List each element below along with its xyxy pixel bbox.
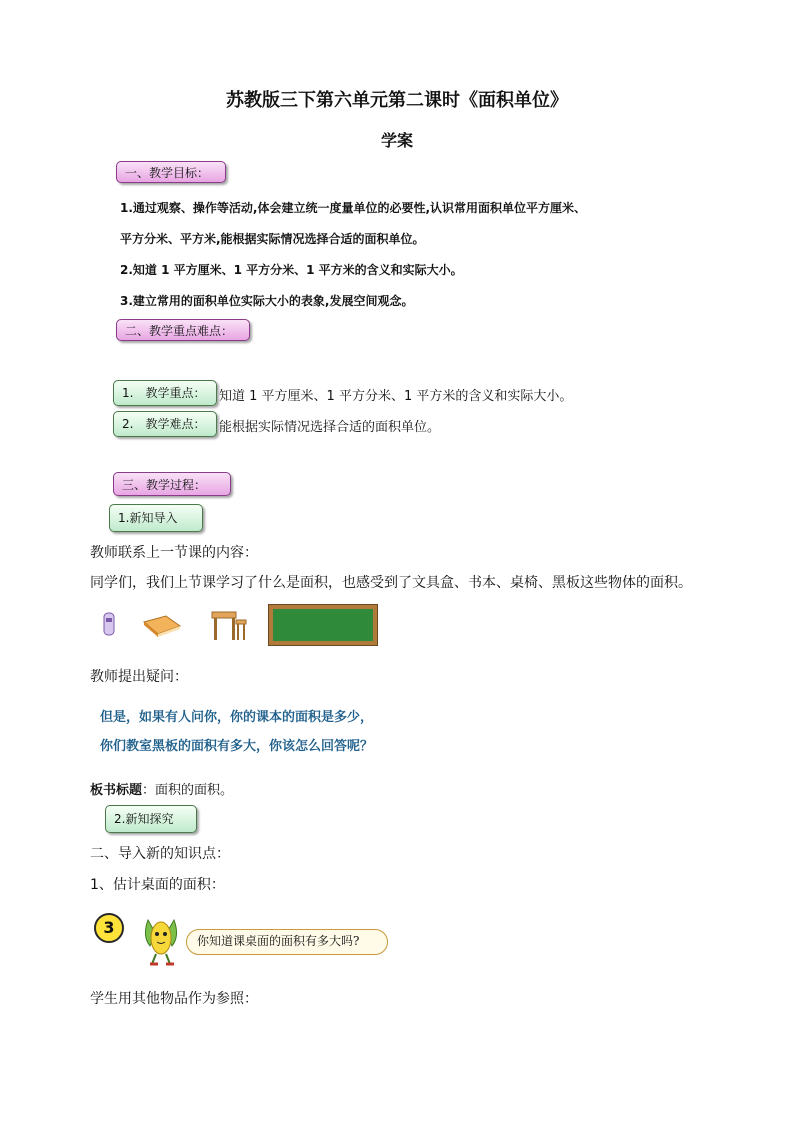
section-2-label: 二、教学重点难点： [116, 319, 250, 341]
board-title-text: ：面积的面积。 [142, 783, 234, 798]
section-3-label: 三、教学过程： [113, 472, 231, 496]
question-line-2: 你们教室黑板的面积有多大，你该怎么回答呢？ [100, 739, 374, 754]
difficulty-label: 2. 教学难点： [113, 411, 217, 437]
section-1-label: 一、教学目标： [116, 161, 226, 183]
desk-chair-icon [208, 606, 248, 644]
pencil-case-icon [100, 610, 120, 640]
page-title: 苏教版三下第六单元第二课时《面积单位》 [226, 90, 568, 111]
goal-2: 2.知道 1 平方厘米、1 平方分米、1 平方米的含义和实际大小。 [120, 263, 463, 277]
number-badge: 3 [94, 913, 124, 943]
speech-bubble: 你知道课桌面的面积有多大吗? [186, 929, 388, 955]
corn-mascot-icon [138, 914, 184, 966]
key-point-label: 1. 教学重点： [113, 380, 217, 406]
paragraph-new-knowledge: 二、导入新的知识点： [90, 846, 230, 862]
paragraph-review: 同学们，我们上节课学习了什么是面积，也感受到了文具盒、书本、桌椅、黑板这些物体的面积。 [90, 575, 692, 591]
goal-1a: 1.通过观察、操作等活动,体会建立统一度量单位的必要性,认识常用面积单位平方厘米、 [120, 201, 587, 215]
board-title-line [90, 779, 233, 798]
paragraph-teacher-question: 教师提出疑问： [90, 669, 188, 685]
goal-3: 3.建立常用的面积单位实际大小的表象,发展空间观念。 [120, 294, 414, 308]
difficulty-text: 能根据实际情况选择合适的面积单位。 [219, 420, 441, 435]
key-point-text: 知道 1 平方厘米、1 平方分米、1 平方米的含义和实际大小。 [219, 389, 573, 404]
step-1-label: 1.新知导入 [109, 504, 203, 532]
question-line-1: 但是，如果有人问你，你的课本的面积是多少， [100, 710, 374, 725]
goal-1b: 平方分米、平方米,能根据实际情况选择合适的面积单位。 [120, 232, 425, 246]
paragraph-reference-objects: 学生用其他物品作为参照： [90, 991, 258, 1007]
book-icon [140, 612, 182, 638]
paragraph-estimate-desk: 1、估计桌面的面积： [90, 877, 225, 893]
paragraph-teacher-link: 教师联系上一节课的内容： [90, 545, 258, 561]
blackboard-image [268, 604, 378, 646]
board-title-label: 板书标题 [90, 783, 143, 798]
step-2-label: 2.新知探究 [105, 805, 197, 833]
page-subtitle: 学案 [380, 131, 413, 150]
